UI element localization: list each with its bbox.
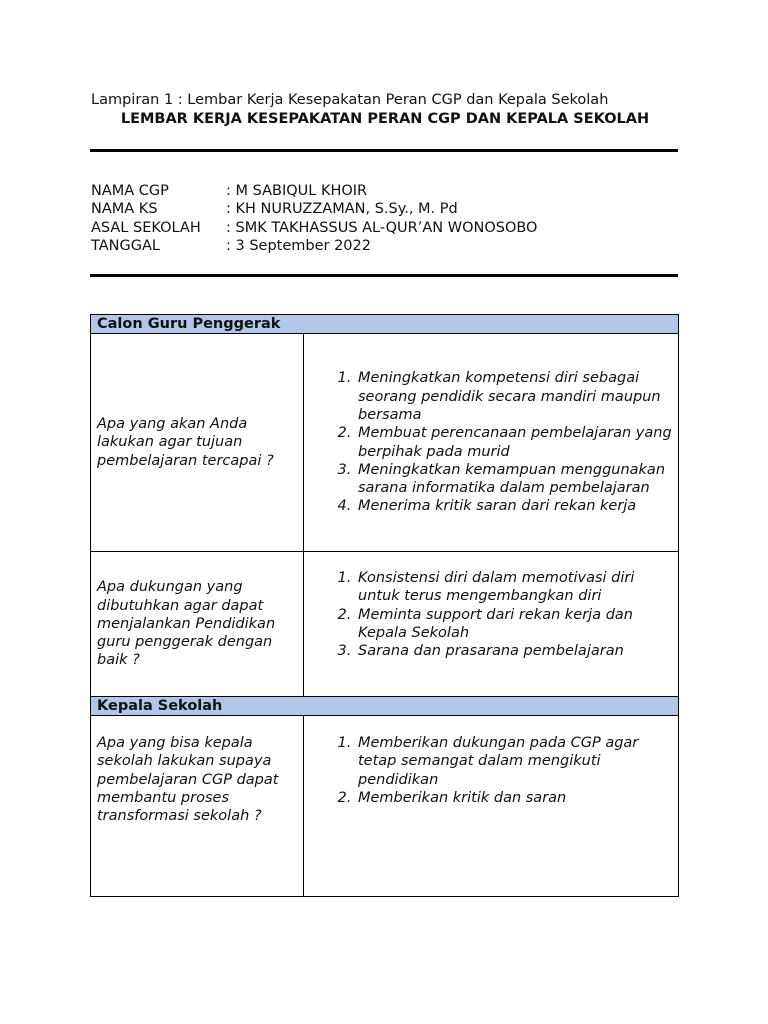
list-item: 4. Menerima kritik saran dari rekan kerja bbox=[356, 497, 672, 515]
answer-cell bbox=[304, 552, 679, 697]
list-item: 1. Meningkatkan kompetensi diri sebagai seorang pendidik secara mandiri maupun bersama bbox=[356, 369, 672, 424]
document-title: LEMBAR KERJA KESEPAKATAN PERAN CGP DAN KEPALA SEKOLAH bbox=[120, 111, 650, 127]
agreement-table bbox=[90, 314, 678, 897]
info-row-asal-sekolah bbox=[91, 219, 537, 237]
section-header-cgp bbox=[91, 315, 679, 334]
question-cell: Apa yang akan Anda lakukan agar tujuan pembelajaran tercapai ? bbox=[91, 334, 304, 552]
list-item: 1. Memberikan dukungan pada CGP agar tetap semangat dalam mengikuti pendidikan bbox=[356, 734, 672, 789]
answer-cell bbox=[304, 334, 679, 552]
table-row bbox=[91, 334, 679, 552]
answer-list bbox=[332, 369, 672, 515]
section-header-label: Calon Guru Penggerak bbox=[91, 315, 679, 334]
table-row bbox=[91, 552, 679, 697]
question-cell: Apa dukungan yang dibutuhkan agar dapat menjalankan Pendidikan guru penggerak dengan baik ? bbox=[91, 552, 304, 697]
info-value: : 3 September 2022 bbox=[226, 237, 371, 254]
info-value: : KH NURUZZAMAN, S.Sy., M. Pd bbox=[226, 201, 458, 218]
info-row-nama-ks bbox=[91, 200, 537, 218]
info-value: : M SABIQUL KHOIR bbox=[226, 183, 368, 199]
section-header-ks bbox=[91, 697, 679, 716]
info-row-nama-cgp bbox=[91, 182, 537, 200]
info-label: TANGGAL bbox=[91, 237, 160, 254]
question-cell: Apa yang bisa kepala sekolah lakukan supaya pembelajaran CGP dapat membantu proses transformasi sekolah ? bbox=[91, 716, 304, 897]
identity-block bbox=[91, 182, 537, 255]
list-item: 3. Meningkatkan kemampuan menggunakan sarana informatika dalam pembelajaran bbox=[356, 461, 672, 498]
info-label: ASAL SEKOLAH bbox=[91, 219, 201, 236]
table-row bbox=[91, 716, 679, 897]
info-value: : SMK TAKHASSUS AL-QUR’AN WONOSOBO bbox=[226, 219, 538, 236]
section-header-label: Kepala Sekolah bbox=[91, 697, 679, 716]
divider-bottom bbox=[90, 274, 678, 277]
lampiran-caption: Lampiran 1 : Lembar Kerja Kesepakatan Peran CGP dan Kepala Sekolah bbox=[91, 92, 609, 108]
list-item: 2. Membuat perencanaan pembelajaran yang berpihak pada murid bbox=[356, 424, 672, 461]
divider-top bbox=[90, 149, 678, 152]
answer-list bbox=[332, 569, 672, 660]
info-label: NAMA CGP bbox=[91, 183, 169, 199]
list-item: 1. Konsistensi diri dalam memotivasi diri untuk terus mengembangkan diri bbox=[356, 569, 672, 606]
list-item: 2. Memberikan kritik dan saran bbox=[356, 789, 672, 807]
list-item: 3. Sarana dan prasarana pembelajaran bbox=[356, 642, 672, 660]
info-label: NAMA KS bbox=[91, 201, 158, 218]
answer-cell bbox=[304, 716, 679, 897]
answer-list bbox=[332, 734, 672, 807]
list-item: 2. Meminta support dari rekan kerja dan Kepala Sekolah bbox=[356, 606, 672, 643]
info-row-tanggal bbox=[91, 237, 537, 255]
